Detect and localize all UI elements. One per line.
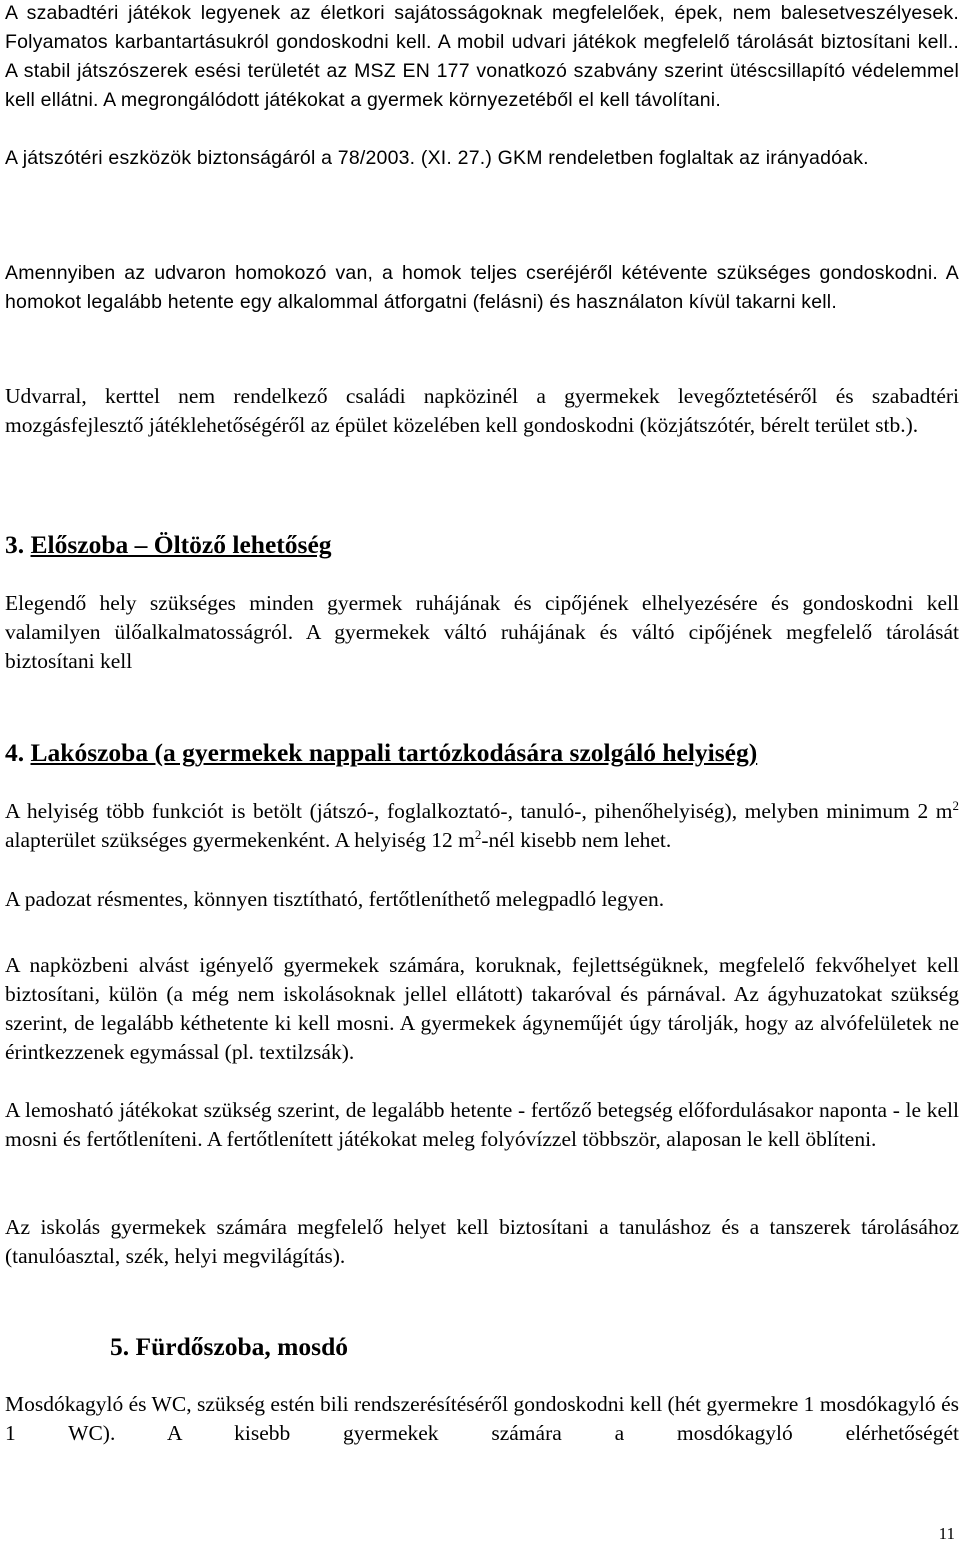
living-room-text-2: alapterület szükséges gyermekenként. A helyiség 12 m bbox=[5, 828, 475, 852]
paragraph-school-children: Az iskolás gyermekek számára megfelelő helyet kell biztosítani a tanuláshoz és a tanszerek tárolásához (tanulóasztal, szék, helyi megvilágítás). bbox=[5, 1215, 959, 1268]
paragraph-floor: A padozat résmentes, könnyen tisztítható, fertőtleníthető melegpadló legyen. bbox=[5, 887, 665, 911]
section-heading-4-number: 4. bbox=[5, 738, 31, 767]
section-heading-3-title: Előszoba – Öltöző lehetőség bbox=[30, 530, 332, 559]
living-room-text-3: -nél kisebb nem lehet. bbox=[481, 828, 672, 852]
section-heading-5: 5. Fürdőszoba, mosdó bbox=[110, 1332, 349, 1361]
section-heading-4 bbox=[5, 738, 757, 768]
paragraph-bathroom: Mosdókagyló és WC, szükség estén bili rendszerésítéséről gondoskodni kell (hét gyermekre 1 mosdókagyló és 1 WC). A kisebb gyermekek számára a mosdókagyló elérhetőségét bbox=[5, 1392, 959, 1445]
section-heading-3 bbox=[5, 530, 332, 560]
paragraph-outdoor-access: Udvarral, kerttel nem rendelkező családi napközinél a gyermekek levegőztetéséről és szabadtéri mozgásfejlesztő játéklehetőségéről az épület közelében kell gondoskodni (közjátszótér, bérelt terület stb.). bbox=[5, 384, 959, 437]
paragraph-sleeping: A napközbeni alvást igényelő gyermekek számára, koruknak, fejlettségüknek, megfelelő fekvőhelyet kell biztosítani, külön (a még nem iskolásoknak jellel ellátott) takaróval és párnával. Az ágyhuzatokat szükség szerint, de legalább kéthetente ki kell mosni. A gyermekek ágyneműjét úgy tárolják, hogy az alvófelületek ne érintkezzenek egymással (pl. textilzsák). bbox=[5, 953, 959, 1064]
paragraph-entrance: Elegendő hely szükséges minden gyermek ruhájának és cipőjének elhelyezésére és gondoskodni kell valamilyen ülőalkalmatosságról. A gyermekek váltó ruhájának és váltó cipőjének megfelelő tárolását biztosítani kell bbox=[5, 591, 959, 673]
paragraph-playground-safety: A szabadtéri játékok legyenek az életkori sajátosságoknak megfelelőek, épek, nem balesetveszélyesek. Folyamatos karbantartásukról gondoskodni kell. A mobil udvari játékok megfelelő tárolását biztosítani kell.. A stabil játszószerek esési területét az MSZ EN 177 vonatkozó szabvány szerint ütéscsillapító védelemmel kell ellátni. A megrongálódott játékokat a gyermek környezetéből el kell távolítani. bbox=[5, 2, 959, 111]
paragraph-living-room bbox=[5, 797, 959, 855]
section-heading-4-title: Lakószoba (a gyermekek nappali tartózkodására szolgáló helyiség) bbox=[30, 738, 758, 767]
paragraph-toys: A lemosható játékokat szükség szerint, de legalább hetente - fertőző betegség előfordulásakor naponta - le kell mosni és fertőtleníteni. A fertőtlenített játékokat meleg folyóvízzel többször, alaposan le kell öblíteni. bbox=[5, 1098, 959, 1151]
page-number: 11 bbox=[938, 1524, 955, 1543]
section-heading-3-number: 3. bbox=[5, 530, 31, 559]
paragraph-sandbox: Amennyiben az udvaron homokozó van, a homok teljes cseréjéről kétévente szükséges gondoskodni. A homokot legalább hetente egy alkalommal átforgatni (felásni) és használaton kívül takarni kell. bbox=[5, 262, 959, 313]
paragraph-playground-regulation: A játszótéri eszközök biztonságáról a 78/2003. (XI. 27.) GKM rendeletben foglaltak az irányadóak. bbox=[5, 147, 869, 169]
superscript-1: 2 bbox=[952, 798, 959, 813]
living-room-text-1: A helyiség több funkciót is betölt (játszó-, foglalkoztató-, tanuló-, pihenőhelyiség), melyben minimum 2 m bbox=[5, 799, 953, 823]
superscript-2: 2 bbox=[474, 827, 482, 842]
